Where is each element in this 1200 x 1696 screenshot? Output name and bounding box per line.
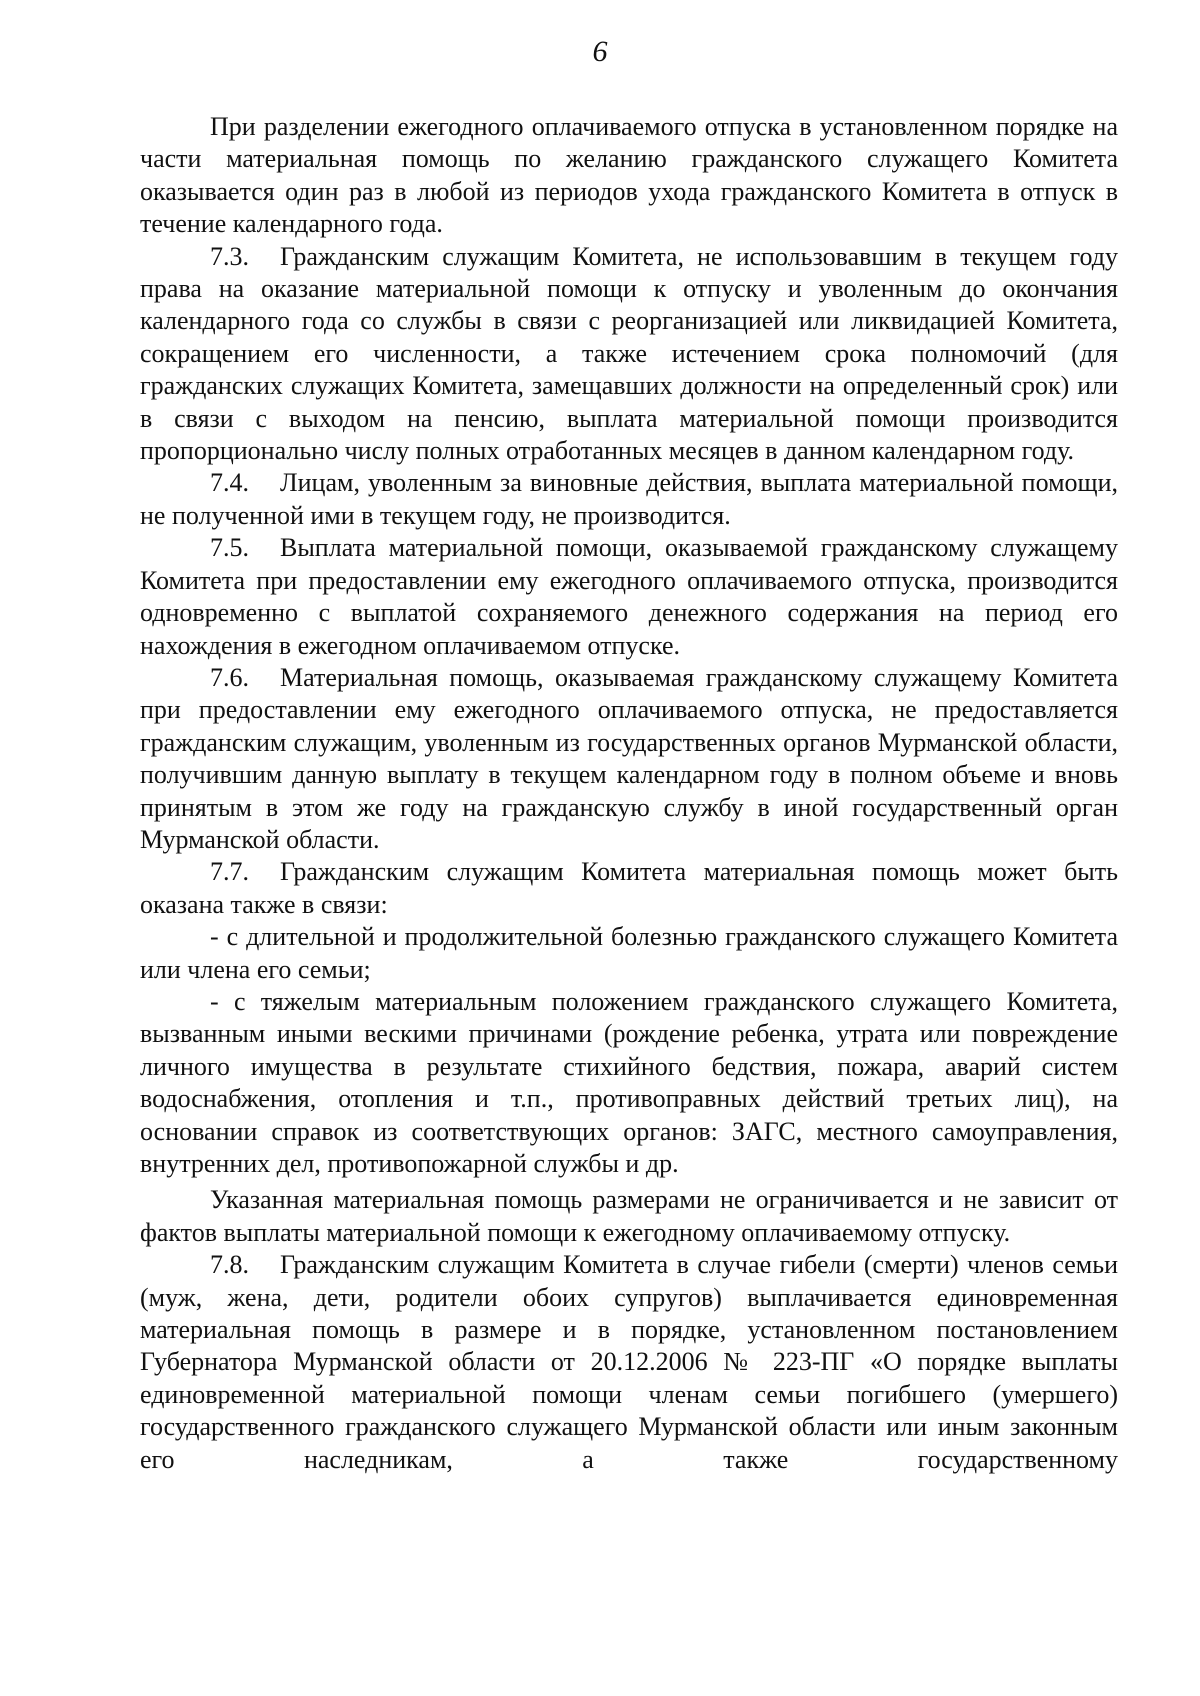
list-item-illness — [140, 921, 1118, 986]
paragraph-number: 7.5. — [210, 533, 249, 563]
list-item-hardship — [140, 986, 1118, 1180]
paragraph-number: 7.8. — [210, 1250, 249, 1280]
paragraph-text: - с длительной и продолжительной болезнью гражданского служащего Комитета или члена его семьи; — [140, 922, 1118, 984]
paragraph-text: Указанная материальная помощь размерами не ограничивается и не зависит от фактов выплаты материальной помощи к ежегодному оплачиваемому отпуску. — [140, 1185, 1118, 1247]
paragraph-text: При разделении ежегодного оплачиваемого отпуска в установленном порядке на части материальная помощь по желанию гражданского служащего Комитета оказывается один раз в любой из периодов ухода гражданского Комитета в отпуск в течение календарного года. — [140, 112, 1118, 239]
paragraph-number: 7.6. — [210, 662, 249, 692]
paragraph-text: Гражданским служащим Комитета материальная помощь может быть оказана также в связи: — [140, 857, 1118, 919]
paragraph-text: Лицам, уволенным за виновные действия, выплата материальной помощи, не полученной ими в текущем году, не производится. — [140, 468, 1118, 530]
paragraph-7-8 — [140, 1249, 1118, 1476]
paragraph-text: Гражданским служащим Комитета в случае гибели (смерти) членов семьи (муж, жена, дети, родители обоих супругов) выплачивается единовременная материальная помощь в размере и в порядке, установленном постановлением Губернатора Мурманской области от 20.12.2006 № 223-ПГ «О порядке выплаты единовременной материальной помощи членам семьи погибшего (умершего) государственного гражданского служащего Мурманской области или иным законным его наследникам, а также государственному — [140, 1250, 1118, 1474]
paragraph-number: 7.4. — [210, 468, 249, 498]
paragraph-7-4 — [140, 467, 1118, 532]
paragraph-text: - с тяжелым материальным положением гражданского служащего Комитета, вызванным иными вескими причинами (рождение ребенка, утрата или повреждение личного имущества в результате стихийного бедствия, пожара, аварий систем водоснабжения, отопления и т.п., противоправных действий третьих лиц), на основании справок из соответствующих органов: ЗАГС, местного самоуправления, внутренних дел, противопожарной службы и др. — [140, 986, 1118, 1178]
paragraph-number: 7.7. — [210, 857, 249, 887]
paragraph-note — [140, 1184, 1118, 1249]
paragraph-text: Материальная помощь, оказываемая гражданскому служащему Комитета при предоставлении ему ежегодного оплачиваемого отпуска, не предоставляется гражданским служащим, уволенным из государственных органов Мурманской области, получившим данную выплату в текущем календарном году в полном объеме и вновь принятым в этом же году на гражданскую службу в иной государственный орган Мурманской области. — [140, 662, 1118, 854]
paragraph-text: Выплата материальной помощи, оказываемой гражданскому служащему Комитета при предоставлении ему ежегодного оплачиваемого отпуска, производится одновременно с выплатой сохраняемого денежного содержания на период его нахождения в ежегодном оплачиваемом отпуске. — [140, 533, 1118, 660]
document-body — [140, 111, 1118, 1476]
paragraph-intro — [140, 111, 1118, 241]
paragraph-7-7 — [140, 856, 1118, 921]
paragraph-7-3 — [140, 241, 1118, 468]
paragraph-7-6 — [140, 662, 1118, 856]
paragraph-text: Гражданским служащим Комитета, не использовавшим в текущем году права на оказание материальной помощи к отпуску и уволенным до окончания календарного года со службы в связи с реорганизацией или ликвидацией Комитета, сокращением его численности, а также истечением срока полномочий (для гражданских служащих Комитета, замещавших должности на определенный срок) или в связи с выходом на пенсию, выплата материальной помощи производится пропорционально числу полных отработанных месяцев в данном календарном году. — [140, 241, 1118, 466]
paragraph-7-5 — [140, 532, 1118, 662]
page-number: 6 — [592, 35, 608, 68]
paragraph-number: 7.3. — [210, 241, 249, 271]
